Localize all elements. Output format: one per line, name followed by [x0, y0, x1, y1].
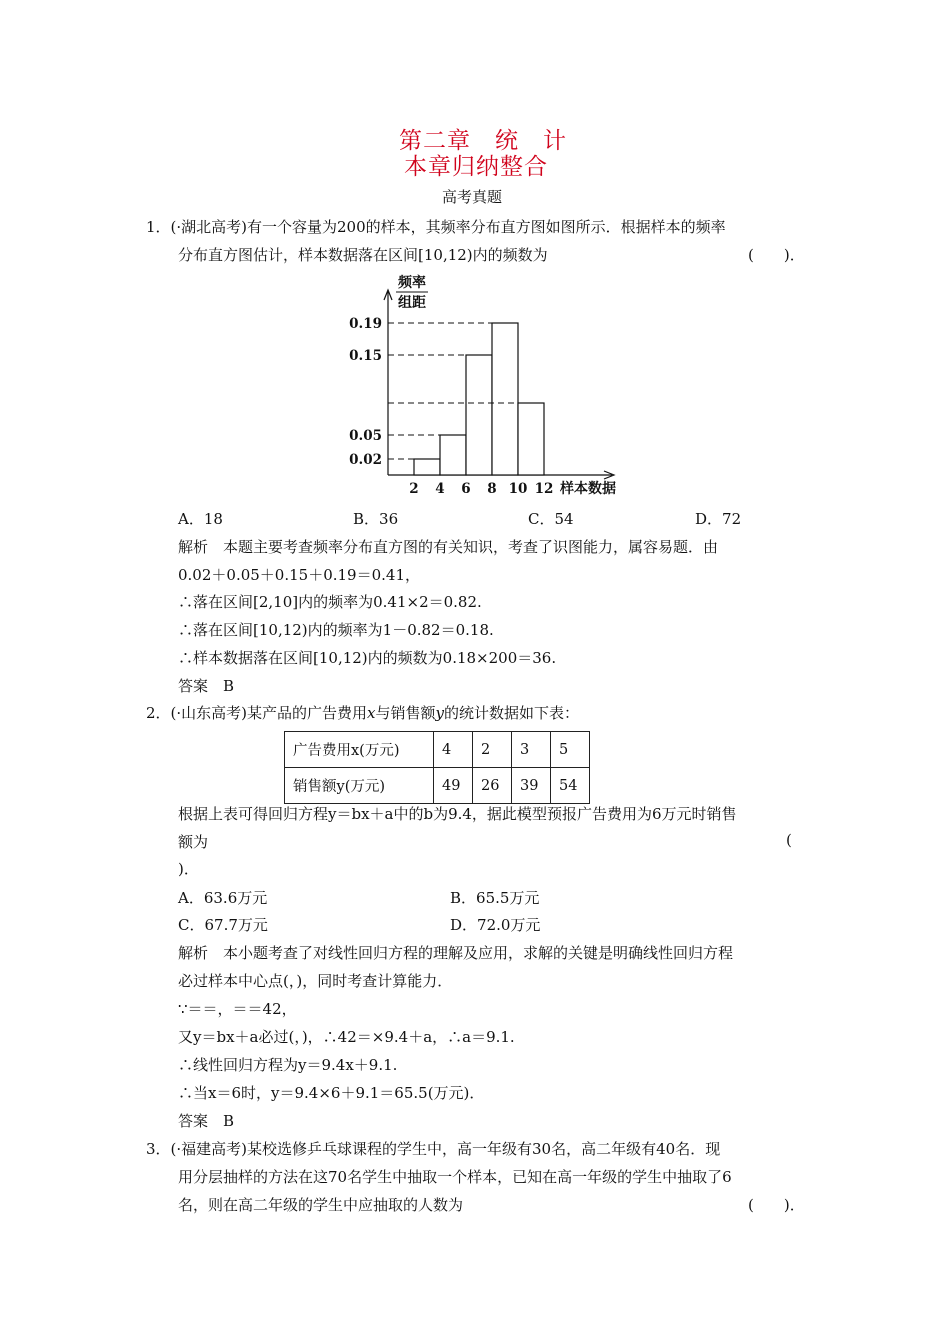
- q1-option-a: A．18: [178, 510, 223, 528]
- x-tick-label: 8: [487, 481, 497, 497]
- q2-line3: 额为: [178, 833, 209, 851]
- table-cell: 4: [434, 732, 473, 768]
- q2-var-x: x: [367, 704, 376, 722]
- y-tick-label: 0.15: [349, 348, 382, 364]
- histogram-bar: [414, 459, 440, 475]
- q2-var-y: y: [435, 704, 444, 722]
- q1-option-d: D．72: [695, 510, 742, 528]
- x-tick-label: 4: [435, 481, 445, 497]
- q2-option-c: C．67.7万元: [178, 916, 268, 934]
- q2-data-table: [284, 731, 590, 804]
- q3-line1: 3．(·福建高考)某校选修乒乓球课程的学生中，高一年级有30名，高二年级有40名．现: [146, 1140, 721, 1158]
- q1-solution-2: 0.02＋0.05＋0.15＋0.19＝0.41，: [178, 566, 420, 584]
- table-cell: 26: [473, 768, 512, 804]
- y-tick-label: 0.05: [349, 428, 382, 444]
- table-head-cell: 销售额y(万元): [285, 768, 434, 804]
- chapter-title: 第二章 统 计: [399, 128, 567, 154]
- q2-paren-open: (: [786, 831, 792, 849]
- q2-solution-1: 解析 本小题考查了对线性回归方程的理解及应用，求解的关键是明确线性回归方程: [178, 944, 734, 962]
- table-cell: 49: [434, 768, 473, 804]
- table-cell: 5: [551, 732, 590, 768]
- subsection-title: 高考真题: [442, 188, 503, 206]
- q1-solution-3: ∴落在区间[2,10]内的频率为0.41×2＝0.82.: [178, 593, 482, 611]
- q2-paren-close: )．: [178, 860, 199, 878]
- histogram-bar: [492, 323, 518, 475]
- histogram: [340, 270, 640, 500]
- q2-option-b: B．65.5万元: [450, 889, 540, 907]
- q1-line1: 1．(·湖北高考)有一个容量为200的样本，其频率分布直方图如图所示．根据样本的频率: [146, 218, 726, 236]
- histogram-bar: [518, 403, 544, 475]
- q2-line1-a: 2．(·山东高考)某产品的广告费用: [146, 704, 368, 722]
- q1-paren: ( )．: [748, 246, 805, 264]
- q1-solution-1: 解析 本题主要考查频率分布直方图的有关知识，考查了识图能力，属容易题．由: [178, 538, 719, 556]
- x-tick-label: 2: [409, 481, 419, 497]
- q3-line3: 名，则在高二年级的学生中应抽取的人数为: [178, 1196, 464, 1214]
- q2-solution-2: 必过样本中心点(，)，同时考查计算能力．: [178, 972, 453, 990]
- x-tick-label: 12: [534, 481, 554, 497]
- section-title: 本章归纳整合: [404, 154, 548, 180]
- table-row: [285, 768, 590, 804]
- x-axis-label: 样本数据: [560, 481, 616, 497]
- table-cell: 54: [551, 768, 590, 804]
- x-tick-label: 6: [461, 481, 471, 497]
- q1-option-c: C．54: [528, 510, 574, 528]
- y-label-bottom: 组距: [398, 295, 426, 311]
- table-cell: 3: [512, 732, 551, 768]
- q1-solution-5: ∴样本数据落在区间[10,12)内的频数为0.18×200＝36.: [178, 649, 557, 667]
- q2-option-d: D．72.0万元: [450, 916, 541, 934]
- q1-answer: 答案 B: [178, 677, 235, 695]
- q1-option-b: B．36: [353, 510, 399, 528]
- q2-solution-4: 又y＝bx＋a必过(，)，∴42＝×9.4＋a，∴a＝9.1.: [178, 1028, 515, 1046]
- x-tick-label: 10: [508, 481, 528, 497]
- y-label-top: 频率: [398, 275, 426, 291]
- q2-option-a: A．63.6万元: [178, 889, 268, 907]
- q3-line2: 用分层抽样的方法在这70名学生中抽取一个样本，已知在高一年级的学生中抽取了6: [178, 1168, 732, 1186]
- q2-line1-b: 与销售额: [375, 704, 436, 722]
- q3-paren: ( )．: [748, 1196, 805, 1214]
- table-head-cell: 广告费用x(万元): [285, 732, 434, 768]
- q2-answer: 答案 B: [178, 1112, 235, 1130]
- table-cell: 2: [473, 732, 512, 768]
- histogram-layer: [349, 274, 616, 497]
- q2-line2: 根据上表可得回归方程y＝bx＋a中的b为9.4，据此模型预报广告费用为6万元时销售: [178, 805, 737, 823]
- table-cell: 39: [512, 768, 551, 804]
- q2-line1: [146, 702, 579, 723]
- y-tick-label: 0.19: [349, 316, 382, 332]
- table-row: [285, 732, 590, 768]
- q2-solution-5: ∴线性回归方程为y＝9.4x＋9.1.: [178, 1056, 398, 1074]
- q2-solution-6: ∴当x＝6时，y＝9.4×6＋9.1＝65.5(万元)．: [178, 1084, 485, 1102]
- histogram-bar: [440, 435, 466, 475]
- q1-solution-4: ∴落在区间[10,12)内的频率为1－0.82＝0.18.: [178, 621, 494, 639]
- q2-solution-3: ∵＝＝，＝＝42，: [178, 1000, 297, 1018]
- y-tick-label: 0.02: [349, 452, 382, 468]
- q1-line2: 分布直方图估计，样本数据落在区间[10,12)内的频数为: [178, 246, 548, 264]
- q2-line1-c: 的统计数据如下表：: [444, 704, 580, 722]
- histogram-bar: [466, 355, 492, 475]
